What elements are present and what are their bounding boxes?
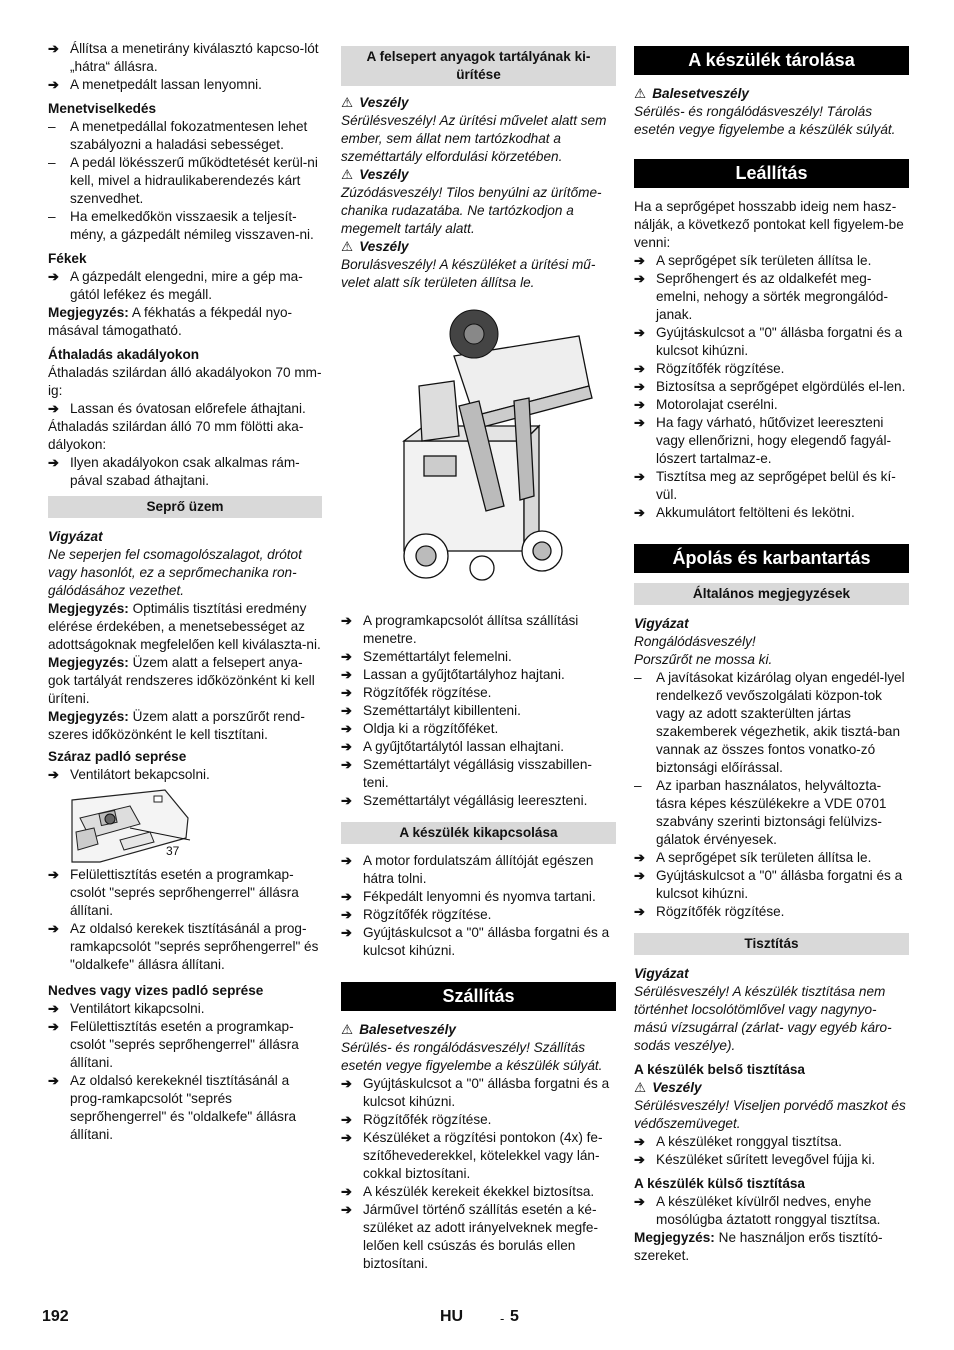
chapter-heading: Ápolás és karbantartás — [634, 544, 909, 573]
danger-text: Sérülésveszély! Az ürítési művelet alatt sem ember, sem állat nem tartózkodhat a szeméttartály elfordulási körzetében. — [341, 113, 607, 164]
paragraph: Áthaladás szilárdan álló 70 mm fölötti aka-dályokon: — [48, 419, 304, 452]
step: ➔ Seprőhengert és az oldalkefét meg-emelni, nehogy a sörték megrongálód-janak. — [634, 271, 888, 322]
arrow-icon: ➔ — [48, 1019, 59, 1034]
subheading: Menetviselkedés — [48, 101, 157, 116]
arrow-icon: ➔ — [341, 613, 352, 628]
section-heading: Seprő üzem — [48, 496, 322, 518]
arrow-icon: ➔ — [341, 853, 352, 868]
arrow-icon: ➔ — [634, 469, 645, 484]
step: ➔ Rögzítőfék rögzítése. — [341, 685, 492, 700]
step: ➔ Akkumulátort feltölteni és lekötni. — [634, 505, 855, 520]
step: ➔ Rögzítőfék rögzítése. — [634, 904, 785, 919]
step: ➔ Az oldalsó kerekek tisztításánál a prog-ramkapcsolót "seprés seprőhengerrel" és "oldalkefe" állásra állítani. — [48, 921, 319, 972]
step: ➔ A motor fordulatszám állítóját egészen hátra tolni. — [341, 853, 594, 886]
step: ➔ Ilyen akadályokon csak alkalmas rám-pával szabad áthajtani. — [48, 455, 300, 488]
arrow-icon: ➔ — [48, 41, 59, 56]
warning-icon: ⚠ — [341, 239, 354, 254]
arrow-icon: ➔ — [341, 757, 352, 772]
step: ➔ Az oldalsó kerekeknél tisztításánál a prog-ramkapcsolót "seprés seprőhengerrel" és "oldalkefe" állásra állítani. — [48, 1073, 297, 1142]
figure-number: 37 — [166, 844, 180, 858]
arrow-icon: ➔ — [341, 889, 352, 904]
caution-text: Sérülésveszély! A készülék tisztítása nem történhet locsolótömlővel vagy nagynyo-mású vízsugárral (zárlat- vagy egyéb káro-sodás veszélye). — [634, 984, 892, 1053]
arrow-icon: ➔ — [634, 505, 645, 520]
chapter-heading: Leállítás — [634, 159, 909, 188]
step: ➔ Felülettisztítás esetén a programkap-csolót "seprés seprőhengerrel" állásra állítani. — [48, 1019, 299, 1070]
subheading: Száraz padló seprése — [48, 749, 187, 764]
step: ➔ Lassan a gyűjtőtartályhoz hajtani. — [341, 667, 565, 682]
note: Megjegyzés: Optimális tisztítási eredmény elérése érdekében, a menetsebességet az adottságoknak megfelelően kell kiválaszta-ni. — [48, 601, 321, 652]
step: ➔ A készüléket kívülről nedves, enyhe mosólúgba áztatott ronggyal tisztítsa. — [634, 1194, 881, 1227]
step: ➔ Szeméttartályt felemelni. — [341, 649, 512, 664]
arrow-icon: ➔ — [634, 1194, 645, 1209]
step: ➔ Fékpedált lenyomni és nyomva tartani. — [341, 889, 596, 904]
danger-text: Borulásveszély! A készüléket a ürítési mű-velet alatt sík területen állítsa le. — [341, 257, 596, 290]
step: ➔ Rögzítőfék rögzítése. — [634, 361, 785, 376]
arrow-icon: ➔ — [341, 793, 352, 808]
step: ➔ Motorolajat cserélni. — [634, 397, 778, 412]
arrow-icon: ➔ — [341, 1112, 352, 1127]
danger-text: Sérülésveszély! Viseljen porvédő maszkot és védőszemüveget. — [634, 1098, 906, 1131]
danger-text: Zúzódásveszély! Tilos benyúlni az ürítőme-chanika rudazatába. Ne tartózkodjon a megemelt tartály alatt. — [341, 185, 602, 236]
arrow-icon: ➔ — [634, 253, 645, 268]
step: ➔ Készüléket sűrített levegővel fújja ki. — [634, 1152, 876, 1167]
step: ➔ A menetpedált lassan lenyomni. — [48, 77, 262, 92]
caution-label: Vigyázat — [634, 616, 689, 631]
list-item: – Az iparban használatos, helyváltozta-tásra képes készülékekre a VDE 0701 szabvány szerinti biztonsági felülvizs-gálatok érvényesek. — [634, 778, 887, 847]
warning-icon: ⚠ — [634, 86, 647, 101]
arrow-icon: ➔ — [48, 77, 59, 92]
step: ➔ Állítsa a menetirány kiválasztó kapcso-lót „hátra“ állásra. — [48, 41, 319, 74]
arrow-icon: ➔ — [634, 1152, 645, 1167]
step: ➔ Rögzítőfék rögzítése. — [341, 1112, 492, 1127]
footer-separator: - — [500, 1311, 505, 1326]
caution-text: Rongálódásveszély! — [634, 634, 756, 649]
column-2 — [341, 40, 616, 1273]
subheading: Áthaladás akadályokon — [48, 347, 200, 362]
column-1 — [48, 40, 322, 1144]
step: ➔ Ventilátort kikapcsolni. — [48, 1001, 205, 1016]
arrow-icon: ➔ — [341, 685, 352, 700]
step: ➔ Ventilátort bekapcsolni. — [48, 767, 210, 782]
section-heading: Általános megjegyzések — [634, 583, 909, 605]
arrow-icon: ➔ — [48, 767, 59, 782]
arrow-icon: ➔ — [48, 867, 59, 882]
chapter-heading: Szállítás — [341, 982, 616, 1011]
danger-text: Sérülés- és rongálódásveszély! Szállítás esetén vegye figyelembe a készülék súlyát. — [341, 1040, 603, 1073]
arrow-icon: ➔ — [48, 401, 59, 416]
arrow-icon: ➔ — [341, 907, 352, 922]
step: ➔ Készüléket a rögzítési pontokon (4x) fe-szítőhevederekkel, kötelekkel vagy lán-cokkal biztosítani. — [341, 1130, 603, 1181]
arrow-icon: ➔ — [341, 1076, 352, 1091]
column-3 — [634, 40, 909, 1265]
warning-icon: ⚠ — [634, 1080, 647, 1095]
step: ➔ Oldja ki a rögzítőféket. — [341, 721, 499, 736]
section-heading: A felsepert anyagok tartályának ki-ürítése — [341, 46, 616, 86]
step: ➔ Lassan és óvatosan előrefele áthajtani. — [48, 401, 306, 416]
paragraph: Áthaladás szilárdan álló akadályokon 70 mm-ig: — [48, 365, 322, 398]
step: ➔ A programkapcsolót állítsa szállítási menetre. — [341, 613, 579, 646]
arrow-icon: ➔ — [634, 325, 645, 340]
arrow-icon: ➔ — [48, 1001, 59, 1016]
subheading: Fékek — [48, 251, 87, 266]
step: ➔ Tisztítsa meg az seprőgépet belül és kí-vül. — [634, 469, 896, 502]
note: Megjegyzés: A fékhatás a fékpedál nyo-másával támogatható. — [48, 305, 293, 338]
step: ➔ A seprőgépet sík területen állítsa le. — [634, 253, 872, 268]
step: ➔ Biztosítsa a seprőgépet elgördülés el-len. — [634, 379, 906, 394]
paragraph: Ha a seprőgépet hosszabb ideig nem hasz-nálják, a következő pontokat kell figyelem-be venni: — [634, 199, 904, 250]
subheading: A készülék belső tisztítása — [634, 1062, 805, 1077]
arrow-icon: ➔ — [341, 739, 352, 754]
step: ➔ Gyújtáskulcsot a "0" állásba forgatni és a kulcsot kihúzni. — [634, 325, 903, 358]
arrow-icon: ➔ — [341, 1184, 352, 1199]
step: ➔ A gázpedált elengedni, mire a gép ma-gától lefékez és megáll. — [48, 269, 303, 302]
step: ➔ A gyűjtőtartálytól lassan elhajtani. — [341, 739, 565, 754]
arrow-icon: ➔ — [634, 361, 645, 376]
step: ➔ A készüléket ronggyal tisztítsa. — [634, 1134, 842, 1149]
step: ➔ Ha fagy várható, hűtővizet leereszteni vagy ellenőrizni, hogy elegendő fagyál-lószert tartalmaz-e. — [634, 415, 892, 466]
page-number: 192 — [42, 1308, 69, 1325]
arrow-icon: ➔ — [341, 703, 352, 718]
chapter-heading: A készülék tárolása — [634, 46, 909, 75]
step: ➔ Szeméttartályt végállásig visszabillen-teni. — [341, 757, 592, 790]
arrow-icon: ➔ — [634, 379, 645, 394]
caution-label: Vigyázat — [48, 529, 103, 544]
arrow-icon: ➔ — [48, 269, 59, 284]
step: ➔ Gyújtáskulcsot a "0" állásba forgatni és a kulcsot kihúzni. — [634, 868, 903, 901]
arrow-icon: ➔ — [634, 904, 645, 919]
arrow-icon: ➔ — [341, 1130, 352, 1145]
note: Megjegyzés: Üzem alatt a felsepert anya-gok tartályát rendszeres időközönként ki kell üríteni. — [48, 655, 315, 706]
arrow-icon: ➔ — [48, 455, 59, 470]
control-panel-illustration — [70, 788, 220, 864]
danger-label: ⚠ Veszély — [341, 95, 409, 110]
list-item: – A menetpedállal fokozatmentesen lehet szabályozni a haladási sebességet. — [48, 119, 308, 152]
list-item: – A javításokat kizárólag olyan engedél-lyel rendelkező vevőszolgálati közpon-tok vagy az adott szakterülten jártas szakemberek végezhetik, akik tisztá-ban vannak az összes fontos vonatko-zó biztonsági előírással. — [634, 670, 905, 775]
sweeper-figure — [341, 306, 616, 606]
list-item: – Ha emelkedőkön visszaesik a teljesít-mény, a gázpedált némileg visszaven-ni. — [48, 209, 314, 242]
arrow-icon: ➔ — [341, 925, 352, 940]
list-item: – A pedál lökésszerű működtetését kerül-ni kell, mivel a hidraulikaberendezés kárt szenvedhet. — [48, 155, 318, 206]
note: Megjegyzés: Ne használjon erős tisztító-szereket. — [634, 1230, 883, 1263]
step: ➔ Gyújtáskulcsot a "0" állásba forgatni és a kulcsot kihúzni. — [341, 925, 610, 958]
danger-label: ⚠ Veszély — [341, 167, 409, 182]
danger-label: ⚠ Balesetveszély — [341, 1022, 456, 1037]
caution-text: Ne seperjen fel csomagolószalagot, drótot vagy hasonlót, ez a seprőmechanika ron-gálódásához vezethet. — [48, 547, 302, 598]
arrow-icon: ➔ — [634, 397, 645, 412]
danger-label: ⚠ Veszély — [341, 239, 409, 254]
arrow-icon: ➔ — [634, 415, 645, 430]
caution-text: Porszűrőt ne mossa ki. — [634, 652, 773, 667]
sweeper-illustration — [364, 306, 594, 606]
arrow-icon: ➔ — [341, 721, 352, 736]
section-heading: Tisztítás — [634, 933, 909, 955]
arrow-icon: ➔ — [48, 921, 59, 936]
language-code: HU — [440, 1308, 464, 1325]
arrow-icon: ➔ — [341, 667, 352, 682]
step: ➔ Felülettisztítás esetén a programkap-csolót "seprés seprőhengerrel" állásra állítani. — [48, 867, 299, 918]
step: ➔ A seprőgépet sík területen állítsa le. — [634, 850, 872, 865]
subheading: A készülék külső tisztítása — [634, 1176, 805, 1191]
subheading: Nedves vagy vizes padló seprése — [48, 983, 264, 998]
section-heading: A készülék kikapcsolása — [341, 822, 616, 844]
step: ➔ JárműveI történő szállítás esetén a ké-szüléket az adott irányelveknek megfe-lelően kell csúszás és borulás ellen biztosítani. — [341, 1202, 598, 1271]
note: Megjegyzés: Üzem alatt a porszűrőt rend-szeres időközönként le kell tisztítani. — [48, 709, 305, 742]
step: ➔ Rögzítőfék rögzítése. — [341, 907, 492, 922]
warning-icon: ⚠ — [341, 167, 354, 182]
arrow-icon: ➔ — [48, 1073, 59, 1088]
step: ➔ A készülék kerekeit ékekkel biztosítsa. — [341, 1184, 595, 1199]
section-page-number: 5 — [510, 1308, 519, 1325]
arrow-icon: ➔ — [634, 868, 645, 883]
arrow-icon: ➔ — [634, 850, 645, 865]
arrow-icon: ➔ — [634, 271, 645, 286]
step: ➔ Szeméttartályt kibillenteni. — [341, 703, 521, 718]
warning-icon: ⚠ — [341, 95, 354, 110]
caution-label: Vigyázat — [634, 966, 689, 981]
arrow-icon: ➔ — [341, 649, 352, 664]
warning-icon: ⚠ — [341, 1022, 354, 1037]
arrow-icon: ➔ — [634, 1134, 645, 1149]
danger-label: ⚠ Balesetveszély — [634, 86, 749, 101]
control-panel-figure — [70, 788, 322, 864]
step: ➔ Gyújtáskulcsot a "0" állásba forgatni és a kulcsot kihúzni. — [341, 1076, 610, 1109]
arrow-icon: ➔ — [341, 1202, 352, 1217]
step: ➔ Szeméttartályt végállásig leereszteni. — [341, 793, 588, 808]
danger-text: Sérülés- és rongálódásveszély! Tárolás esetén vegye figyelembe a készülék súlyát. — [634, 104, 896, 137]
danger-label: ⚠ Veszély — [634, 1080, 702, 1095]
